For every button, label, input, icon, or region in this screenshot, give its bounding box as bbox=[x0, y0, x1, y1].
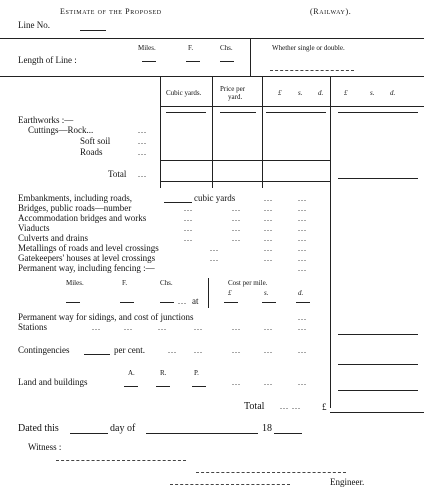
railway-label: (Railway). bbox=[310, 7, 352, 16]
pw-shilling-blank[interactable] bbox=[262, 302, 276, 303]
metallings-dots: ... bbox=[210, 244, 219, 253]
grand-total-pound: £ bbox=[322, 402, 327, 412]
price-col-left bbox=[212, 76, 213, 188]
pw-shilling-header: s. bbox=[264, 289, 269, 297]
land-acres-blank[interactable] bbox=[124, 386, 138, 387]
length-furlongs-col: F. bbox=[188, 44, 194, 52]
amount-blank-1[interactable] bbox=[266, 112, 326, 113]
col-dots-12: ... bbox=[298, 194, 307, 203]
col-dots-3: ... bbox=[232, 224, 241, 233]
total-blank-1[interactable] bbox=[338, 112, 418, 113]
col-dots-9: ... bbox=[264, 234, 273, 243]
day-of-label: day of bbox=[110, 423, 136, 434]
gatekeepers-dots: ... bbox=[210, 254, 219, 263]
witness-line-1[interactable] bbox=[56, 460, 186, 461]
col-dots-2: ... bbox=[232, 214, 241, 223]
contingencies-dots-2: ... bbox=[194, 346, 203, 355]
pw-chains-blank[interactable] bbox=[160, 302, 174, 303]
length-chains-col: Chs. bbox=[220, 44, 233, 52]
per-cent-label: per cent. bbox=[114, 345, 145, 355]
contingencies-dots-4: ... bbox=[264, 346, 273, 355]
price-per-header: Price per bbox=[220, 85, 246, 93]
grand-total-rule bbox=[330, 412, 424, 413]
land-dots-1: ... bbox=[232, 378, 241, 387]
stations-dots-4: ... bbox=[194, 323, 203, 332]
price-blank-1[interactable] bbox=[220, 112, 256, 113]
total-pound-header: £ bbox=[344, 89, 348, 97]
bridges-dots: ... bbox=[184, 204, 193, 213]
col-dots-14: ... bbox=[298, 214, 307, 223]
pence-header: d. bbox=[318, 89, 324, 97]
col-dots-7: ... bbox=[264, 214, 273, 223]
rock-dots: ... bbox=[138, 126, 147, 135]
day-blank[interactable] bbox=[70, 433, 108, 434]
land-dots-2: ... bbox=[264, 378, 273, 387]
land-roods-blank[interactable] bbox=[156, 386, 170, 387]
soft-soil-label: Soft soil bbox=[80, 136, 111, 146]
total-col-left bbox=[330, 76, 331, 408]
gatekeepers-label: Gatekeepers' houses at level crossings bbox=[18, 253, 156, 263]
contingencies-total-blank[interactable] bbox=[338, 364, 418, 365]
stations-total-blank[interactable] bbox=[338, 334, 418, 335]
culverts-label: Culverts and drains bbox=[18, 233, 88, 243]
sidings-dots: ... bbox=[298, 313, 307, 322]
header-row-rule bbox=[160, 106, 424, 107]
land-buildings-label: Land and buildings bbox=[18, 377, 88, 387]
yard-header: yard. bbox=[228, 93, 243, 101]
roads-dots: ... bbox=[138, 148, 147, 157]
cost-per-mile-header: Cost per mile. bbox=[228, 279, 268, 287]
stations-dots-6: ... bbox=[264, 323, 273, 332]
total-pence-header: d. bbox=[390, 89, 396, 97]
col-dots-6: ... bbox=[264, 204, 273, 213]
grand-total-label: Total bbox=[244, 401, 265, 412]
embankments-suffix: cubic yards bbox=[194, 193, 236, 203]
cubic-yards-header: Cubic yards. bbox=[166, 89, 202, 97]
contingencies-dots-1: ... bbox=[168, 346, 177, 355]
contingencies-dots-3: ... bbox=[232, 346, 241, 355]
cuttings-rock-label: Cuttings—Rock... bbox=[28, 125, 94, 135]
pw-pence-blank[interactable] bbox=[296, 302, 310, 303]
col-dots-13: ... bbox=[298, 204, 307, 213]
single-double-label: Whether single or double. bbox=[272, 44, 345, 52]
pound-col-left bbox=[262, 76, 263, 188]
pw-at-dots: ... bbox=[178, 297, 187, 306]
earthworks-total-label: Total bbox=[108, 169, 127, 179]
stations-dots-7: ... bbox=[298, 323, 307, 332]
form-title: Estimate of the Proposed bbox=[60, 7, 162, 16]
stations-dots-1: ... bbox=[92, 323, 101, 332]
land-perches-blank[interactable] bbox=[192, 386, 206, 387]
length-chains-blank[interactable] bbox=[220, 61, 234, 62]
pw-furlongs-blank[interactable] bbox=[120, 302, 134, 303]
col-dots-16: ... bbox=[298, 234, 307, 243]
culverts-dots: ... bbox=[184, 234, 193, 243]
land-perches-col: P. bbox=[194, 369, 199, 377]
earthworks-total-dots: ... bbox=[138, 170, 147, 179]
stations-dots-3: ... bbox=[158, 323, 167, 332]
length-divider bbox=[250, 38, 251, 76]
total-shilling-header: s. bbox=[370, 89, 375, 97]
land-acres-col: A. bbox=[128, 369, 135, 377]
contingencies-dots-5: ... bbox=[298, 346, 307, 355]
pw-chains-col: Chs. bbox=[160, 279, 173, 287]
earthworks-subtotal-rule bbox=[160, 160, 330, 161]
dated-this-label: Dated this bbox=[18, 423, 59, 434]
contingencies-blank[interactable] bbox=[84, 354, 110, 355]
roads-label: Roads bbox=[80, 147, 103, 157]
col-dots-19: ... bbox=[298, 264, 307, 273]
bridges-label: Bridges, public roads—number bbox=[18, 203, 132, 213]
col-dots-10: ... bbox=[264, 244, 273, 253]
pw-at-label: at bbox=[192, 296, 199, 306]
year-prefix: 18 bbox=[262, 423, 272, 434]
stations-dots-2: ... bbox=[124, 323, 133, 332]
accommodation-dots: ... bbox=[184, 214, 193, 223]
col-dots-11: ... bbox=[264, 254, 273, 263]
cubic-blank-1[interactable] bbox=[166, 112, 206, 113]
soft-soil-dots: ... bbox=[138, 137, 147, 146]
stations-label: Stations bbox=[18, 322, 48, 332]
pw-pound-header: £ bbox=[228, 289, 232, 297]
pw-miles-blank[interactable] bbox=[66, 302, 80, 303]
single-double-blank[interactable] bbox=[270, 70, 354, 71]
witness-line-2[interactable] bbox=[196, 472, 346, 473]
metallings-label: Metallings of roads and level crossings bbox=[18, 243, 159, 253]
col-dots-1: ... bbox=[232, 204, 241, 213]
sidings-label: Permanent way for sidings, and cost of junctions bbox=[18, 312, 194, 322]
viaducts-dots: ... bbox=[184, 224, 193, 233]
length-miles-col: Miles. bbox=[138, 44, 156, 52]
line-no-blank[interactable] bbox=[80, 30, 106, 31]
pw-furlongs-col: F. bbox=[122, 279, 128, 287]
embankments-label: Embankments, including roads, bbox=[18, 193, 132, 203]
viaducts-label: Viaducts bbox=[18, 223, 50, 233]
pw-pound-blank[interactable] bbox=[224, 302, 238, 303]
length-of-line-label: Length of Line : bbox=[18, 55, 77, 65]
land-roods-col: R. bbox=[160, 369, 167, 377]
length-miles-blank[interactable] bbox=[142, 61, 156, 62]
col-dots-5: ... bbox=[264, 194, 273, 203]
year-blank[interactable] bbox=[274, 433, 302, 434]
col-dots-8: ... bbox=[264, 224, 273, 233]
permanent-way-label: Permanent way, including fencing :— bbox=[18, 263, 155, 273]
shilling-header: s. bbox=[298, 89, 303, 97]
pound-header: £ bbox=[278, 89, 282, 97]
col-dots-18: ... bbox=[298, 254, 307, 263]
earthworks-total-blank[interactable] bbox=[338, 178, 418, 179]
pw-miles-col: Miles. bbox=[66, 279, 84, 287]
line-no-label: Line No. bbox=[18, 20, 50, 30]
month-blank[interactable] bbox=[146, 433, 258, 434]
pw-divider bbox=[208, 278, 209, 308]
land-dots-3: ... bbox=[298, 378, 307, 387]
header-rule bbox=[0, 38, 424, 39]
earthworks-total-rule bbox=[160, 181, 330, 182]
col-dots-4: ... bbox=[232, 234, 241, 243]
contingencies-label: Contingencies bbox=[18, 345, 70, 355]
engineer-label: Engineer. bbox=[330, 477, 365, 487]
land-total-blank[interactable] bbox=[338, 390, 418, 391]
pw-pence-header: d. bbox=[298, 289, 304, 297]
witness-label: Witness : bbox=[28, 442, 62, 452]
earthworks-title: Earthworks :— bbox=[18, 115, 74, 125]
cubic-col-left bbox=[160, 76, 161, 188]
col-dots-17: ... bbox=[298, 244, 307, 253]
grand-total-dots: ... ... bbox=[280, 402, 301, 411]
embankments-blank[interactable] bbox=[164, 202, 192, 203]
col-dots-15: ... bbox=[298, 224, 307, 233]
accommodation-label: Accommodation bridges and works bbox=[18, 213, 147, 223]
length-furlongs-blank[interactable] bbox=[186, 61, 200, 62]
stations-dots-5: ... bbox=[232, 323, 241, 332]
engineer-signature-line[interactable] bbox=[170, 484, 290, 485]
